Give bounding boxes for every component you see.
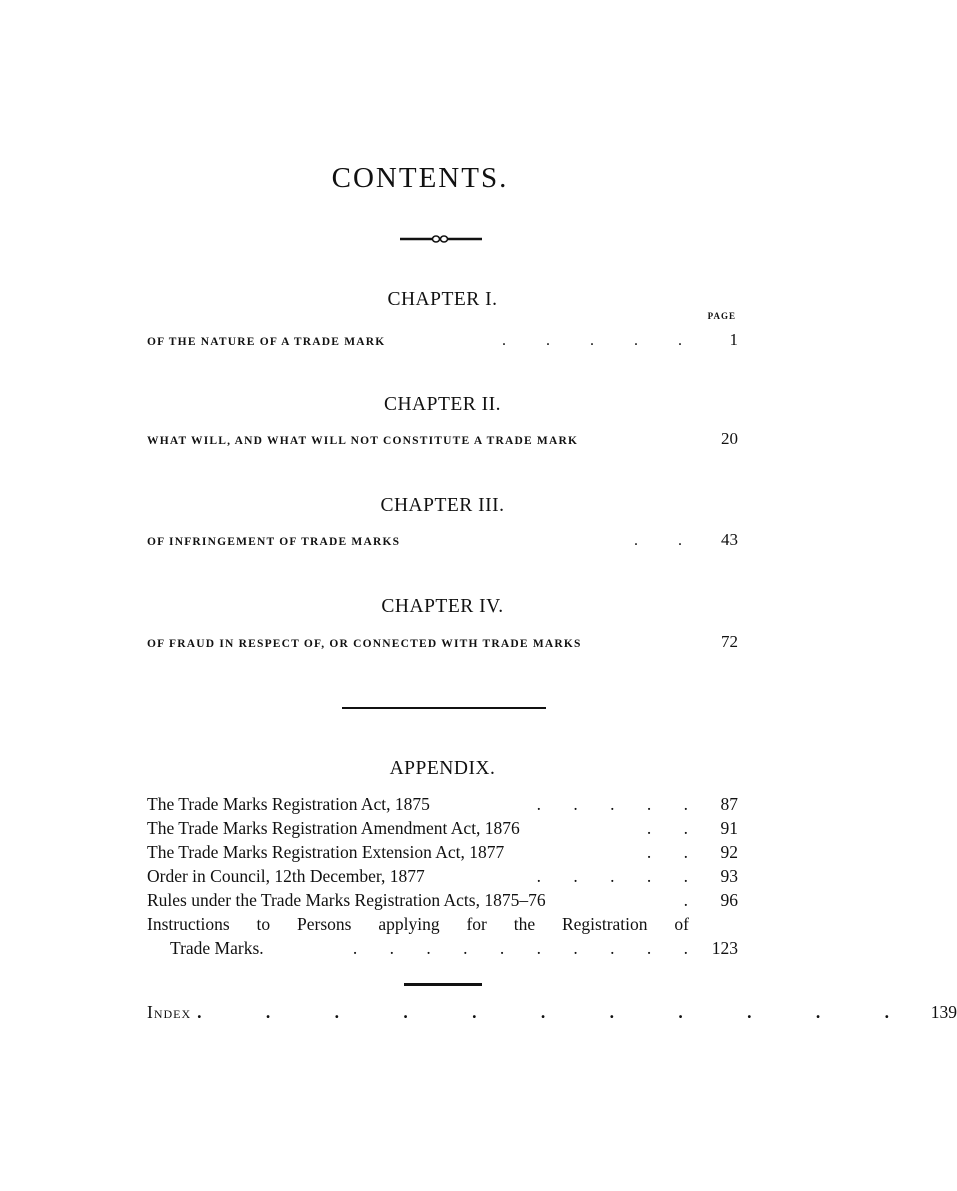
toc-entry-title: WHAT WILL, AND WHAT WILL NOT CONSTITUTE A TRADE MARK: [147, 435, 579, 447]
appendix-entry[interactable]: [147, 794, 738, 818]
chapter-4-heading: CHAPTER IV.: [381, 596, 504, 617]
toc-entry-title: OF INFRINGEMENT OF TRADE MARKS: [147, 536, 401, 548]
appendix-heading: APPENDIX.: [389, 758, 496, 779]
toc-entry-index[interactable]: [147, 1002, 957, 1028]
index-page: 139: [930, 1002, 957, 1022]
appendix-entry-page: 123: [711, 938, 738, 958]
appendix-entry-title: The Trade Marks Registration Amendment Act, 1876: [147, 818, 520, 838]
toc-entry-title: OF THE NATURE OF A TRADE MARK: [147, 336, 386, 348]
toc-entry-chapter-4[interactable]: [147, 632, 738, 654]
chapter-2-heading: CHAPTER II.: [383, 394, 502, 415]
page-column-label: PAGE: [707, 311, 736, 321]
toc-entry-page: 1: [729, 330, 738, 349]
toc-entry-page: 43: [721, 530, 738, 549]
appendix-entry[interactable]: [147, 890, 738, 914]
ornament-divider: [400, 233, 482, 245]
appendix-entry-page: 92: [720, 842, 738, 862]
chapter-3-heading: CHAPTER III.: [380, 495, 505, 516]
toc-entry-chapter-2[interactable]: [147, 429, 738, 451]
page-title: CONTENTS.: [331, 162, 509, 194]
dot-leader: . . . . .: [502, 332, 700, 349]
appendix-instructions-entry[interactable]: [170, 938, 738, 962]
dot-leader: . .: [634, 532, 700, 549]
appendix-entry[interactable]: [147, 818, 738, 842]
section-divider: [342, 707, 546, 709]
appendix-entry[interactable]: [147, 842, 738, 866]
dot-leader: . . . . . . . . . . .: [197, 1002, 920, 1022]
toc-entry-title: OF FRAUD IN RESPECT OF, OR CONNECTED WITH TRADE MARKS: [147, 638, 582, 650]
appendix-entry-page: 96: [720, 890, 738, 910]
toc-entry-chapter-1[interactable]: [147, 330, 738, 352]
section-divider-short: [404, 983, 482, 986]
index-title: Index: [147, 1002, 192, 1022]
appendix-entry-title: Rules under the Trade Marks Registration Acts, 1875–76: [147, 890, 546, 910]
appendix-entry-page: 93: [720, 866, 738, 886]
dot-leader: . . . . . . . . . .: [352, 938, 702, 958]
appendix-entry-title: The Trade Marks Registration Extension Act, 1877: [147, 842, 505, 862]
appendix-instructions-line1[interactable]: Instructions to Persons applying for the Registration of: [147, 914, 689, 934]
appendix-entry-page: 91: [720, 818, 738, 838]
dot-leader: . .: [646, 818, 702, 838]
chapter-1-heading: CHAPTER I.: [387, 289, 498, 310]
toc-entry-page: 20: [721, 429, 738, 448]
appendix-entry[interactable]: [147, 866, 738, 890]
toc-entry-chapter-3[interactable]: [147, 530, 738, 552]
dot-leader: .: [683, 890, 702, 910]
appendix-entry-page: 87: [720, 794, 738, 814]
toc-entry-page: 72: [721, 632, 738, 651]
dot-leader: . . . . .: [536, 866, 702, 886]
appendix-entry-title: Trade Marks.: [170, 938, 264, 958]
dot-leader: . . . . .: [536, 794, 702, 814]
appendix-entry-title: The Trade Marks Registration Act, 1875: [147, 794, 430, 814]
dot-leader: . .: [646, 842, 702, 862]
appendix-entry-title: Order in Council, 12th December, 1877: [147, 866, 425, 886]
